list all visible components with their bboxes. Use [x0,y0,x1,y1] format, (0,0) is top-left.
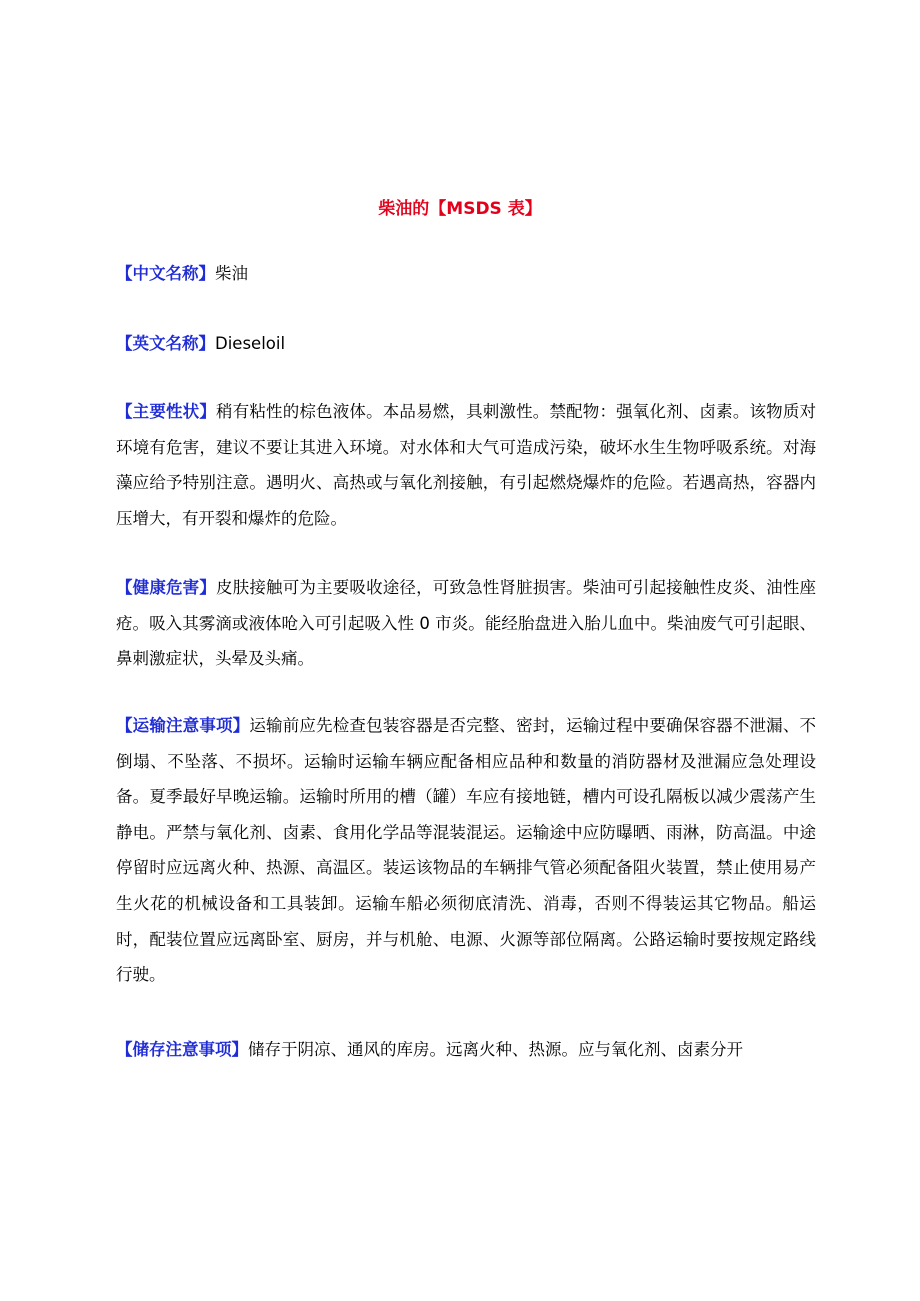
section-label: 【英文名称】 [116,334,215,353]
section-text: 柴油 [215,264,248,283]
section-transport-precautions [116,708,816,993]
document-title: 柴油的【MSDS 表】 [378,199,542,219]
section-text: 储存于阴凉、通风的库房。远离火种、热源。应与氧化剂、卤素分开 [248,1040,743,1059]
section-text: 稍有粘性的棕色液体。本品易燃，具刺激性。禁配物：强氧化剂、卤素。该物质对环境有危害，建议不要让其进入环境。对水体和大气可造成污染，破坏水生生物呼吸系统。对海藻应给予特别注意。遇明火、高热或与氧化剂接触，有引起燃烧爆炸的危险。若遇高热，容器内压增大，有开裂和爆炸的危险。 [116,402,817,528]
section-label: 【主要性状】 [116,402,217,421]
section-storage-precautions [116,1032,816,1068]
section-label: 【储存注意事项】 [116,1040,248,1059]
section-main-properties [116,394,816,536]
section-text: 皮肤接触可为主要吸收途径，可致急性肾脏损害。柴油可引起接触性皮炎、油性座疮。吸入其雾滴或液体呛入可引起吸入性 0 市炎。能经胎盘进入胎儿血中。柴油废气可引起眼、鼻刺激症状，头晕及头痛。 [116,578,817,669]
section-label: 【中文名称】 [116,264,215,283]
section-health-hazards [116,570,816,677]
section-label: 【健康危害】 [116,578,217,597]
section-label: 【运输注意事项】 [116,716,250,735]
section-text: Dieseloil [215,334,286,353]
section-text: 运输前应先检查包装容器是否完整、密封，运输过程中要确保容器不泄漏、不倒塌、不坠落、不损坏。运输时运输车辆应配备相应品种和数量的消防器材及泄漏应急处理设备。夏季最好早晚运输。运输时所用的槽（罐）车应有接地链，槽内可设孔隔板以减少震荡产生静电。严禁与氧化剂、卤素、食用化学品等混装混运。运输途中应防曝晒、雨淋，防高温。中途停留时应远离火种、热源、高温区。装运该物品的车辆排气管必须配备阻火装置，禁止使用易产生火花的机械设备和工具装卸。运输车船必须彻底清洗、消毒，否则不得装运其它物品。船运时，配装位置应远离卧室、厨房，并与机舱、电源、火源等部位隔离。公路运输时要按规定路线行驶。 [116,716,817,985]
section-chinese-name [116,256,816,292]
section-english-name [116,326,816,362]
